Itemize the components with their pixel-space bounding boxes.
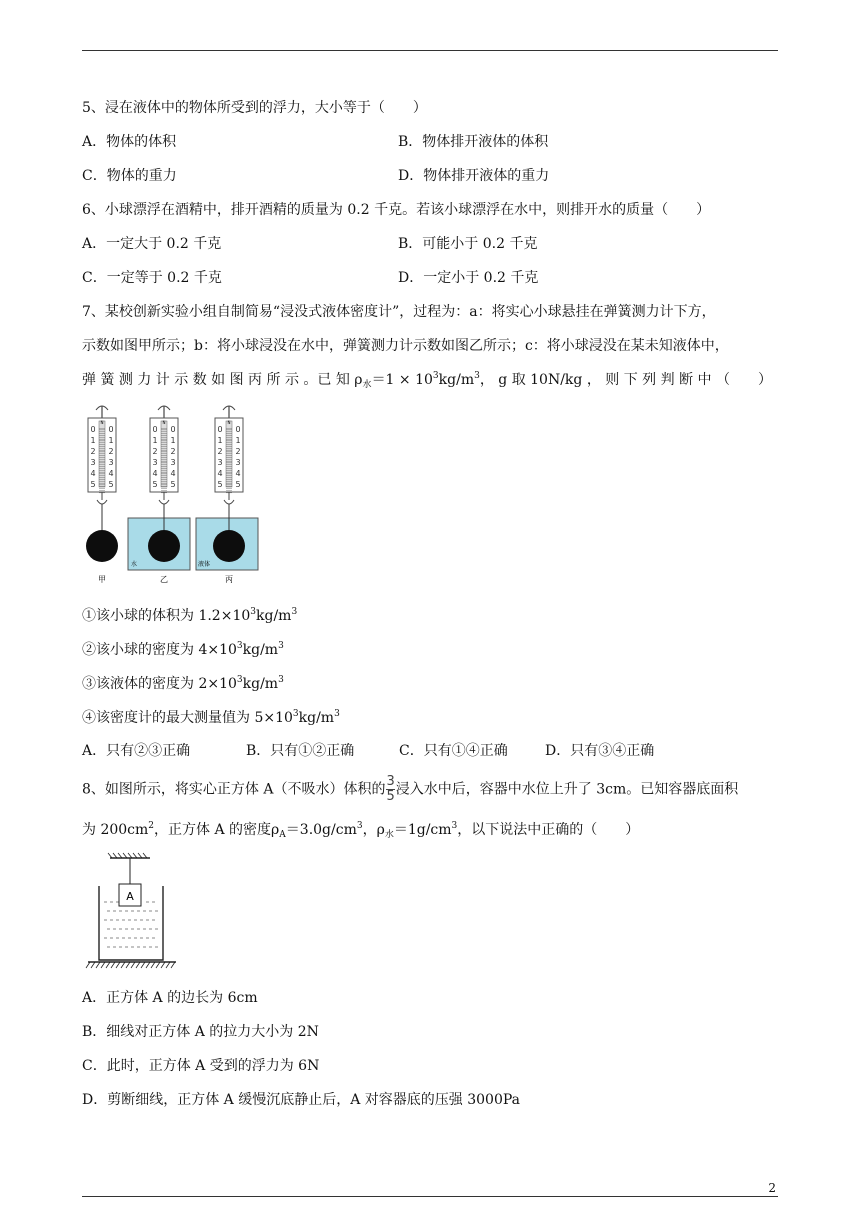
scale-tick-label: 3 <box>217 458 223 467</box>
q8-option-b: B．细线对正方体 A 的拉力大小为 2N <box>82 1024 319 1040</box>
scale-tick-label: 1 <box>170 436 176 445</box>
ball-jia <box>86 530 118 562</box>
fraction-three-fifths: $\frac{3}{5}$ <box>386 774 395 804</box>
scale-tick-label: 4 <box>108 469 114 478</box>
scale-tick-label: 4 <box>170 469 176 478</box>
ball-yi <box>148 530 180 562</box>
scale-tick-label: 3 <box>152 458 158 467</box>
q7-option-c: C．只有①④正确 <box>399 743 508 759</box>
q6-option-d: D．一定小于 0.2 千克 <box>398 270 539 286</box>
scale-tick-label: 1 <box>152 436 158 445</box>
q8-stem-line1: 8、如图所示，将实心正方体 A（不吸水）体积的 $\frac{3}{5}$ 浸入水中后，容器中水位上升了 3cm。已知容器底面积 <box>82 774 739 804</box>
scale-tick-label: 3 <box>108 458 114 467</box>
scale-tick-label: 2 <box>90 447 96 456</box>
scale-tick-label: 0 <box>152 425 158 434</box>
ball-bing <box>213 530 245 562</box>
scale-tick-label: 3 <box>90 458 96 467</box>
q7-statement-3: ③该液体的密度为 $2\times 10^3kg/m^3$ <box>82 675 284 692</box>
scale-tick-label: 2 <box>108 447 114 456</box>
spring-scale-yi <box>128 406 190 584</box>
svg-text:甲: 甲 <box>98 575 106 584</box>
page-number: 2 <box>768 1181 776 1195</box>
scale-tick-label: 0 <box>108 425 114 434</box>
svg-text:A: A <box>126 890 134 903</box>
q5-option-c: C．物体的重力 <box>82 168 177 184</box>
q7-figure <box>82 404 272 588</box>
scale-tick-label: 3 <box>235 458 241 467</box>
q7-statement-2: ②该小球的密度为 $4\times 10^3kg/m^3$ <box>82 641 284 658</box>
svg-text:乙: 乙 <box>160 575 168 584</box>
scale-tick-label: 5 <box>152 480 158 489</box>
scale-tick-label: 2 <box>152 447 158 456</box>
q7-option-b: B．只有①②正确 <box>246 743 355 759</box>
q5-option-b: B．物体排开液体的体积 <box>398 134 549 150</box>
scale-tick-label: 1 <box>90 436 96 445</box>
scale-tick-label: 5 <box>235 480 241 489</box>
q7-option-d: D．只有③④正确 <box>545 743 655 759</box>
q7-option-a: A．只有②③正确 <box>82 743 191 759</box>
header-rule <box>82 50 778 51</box>
scale-tick-label: 4 <box>152 469 158 478</box>
scale-tick-label: 4 <box>90 469 96 478</box>
ceiling-support <box>108 853 150 858</box>
q7-statement-4: ④该密度计的最大测量值为 $5\times 10^3kg/m^3$ <box>82 709 340 726</box>
scale-tick-label: 2 <box>235 447 241 456</box>
scale-tick-label: 5 <box>170 480 176 489</box>
scale-tick-label: 0 <box>170 425 176 434</box>
scale-tick-label: 2 <box>170 447 176 456</box>
scale-tick-label: 3 <box>170 458 176 467</box>
q5-option-d: D．物体排开液体的重力 <box>398 168 550 184</box>
scale-unit-label: N <box>227 420 231 425</box>
q7-stem-line1: 7、某校创新实验小组自制简易“浸没式液体密度计”，过程为：a：将实心小球悬挂在弹簧测力计下方， <box>82 304 716 320</box>
q5-option-a: A．物体的体积 <box>82 134 177 150</box>
scale-tick-label: 0 <box>235 425 241 434</box>
q6-stem: 6、小球漂浮在酒精中，排开酒精的质量为 0.2 千克。若该小球漂浮在水中，则排开水的质量（ ） <box>82 202 711 218</box>
q7-stem-line2: 示数如图甲所示；b：将小球浸没在水中，弹簧测力计示数如图乙所示；c：将小球浸没在某未知液体中， <box>82 338 729 354</box>
scale-tick-label: 4 <box>235 469 241 478</box>
svg-text:液体: 液体 <box>198 561 211 568</box>
ground <box>86 962 176 968</box>
scale-tick-label: 1 <box>235 436 241 445</box>
scale-tick-label: 0 <box>90 425 96 434</box>
scale-tick-label: 0 <box>217 425 223 434</box>
q6-option-c: C．一定等于 0.2 千克 <box>82 270 222 286</box>
svg-text:丙: 丙 <box>225 575 233 584</box>
scale-tick-label: 2 <box>217 447 223 456</box>
scale-tick-label: 5 <box>108 480 114 489</box>
scale-unit-label: N <box>162 420 166 425</box>
scale-tick-label: 1 <box>217 436 223 445</box>
scale-tick-label: 1 <box>108 436 114 445</box>
q5-stem: 5、浸在液体中的物体所受到的浮力，大小等于（ ） <box>82 100 427 116</box>
spring-scale-bing <box>196 406 258 584</box>
q8-option-a: A．正方体 A 的边长为 6cm <box>82 990 258 1006</box>
footer-rule <box>82 1196 778 1197</box>
q6-option-b: B．可能小于 0.2 千克 <box>398 236 538 252</box>
q8-option-c: C．此时，正方体 A 受到的浮力为 6N <box>82 1058 320 1074</box>
scale-unit-label: N <box>100 420 104 425</box>
svg-text:水: 水 <box>131 561 138 568</box>
q7-statement-1: ①该小球的体积为 $1.2\times 10^3kg/m^3$ <box>82 607 298 624</box>
q8-figure <box>84 852 180 972</box>
scale-tick-label: 5 <box>217 480 223 489</box>
scale-tick-label: 5 <box>90 480 96 489</box>
q8-option-d: D．剪断细线，正方体 A 缓慢沉底静止后，A 对容器底的压强 3000Pa <box>82 1092 521 1108</box>
q6-option-a: A．一定大于 0.2 千克 <box>82 236 222 252</box>
q8-stem-line2: 为 $200cm^2$，正方体 A 的密度$\rho_A=3.0g/cm^3$，$\rho_水=1g/cm^3$，以下说法中正确的（ ） <box>82 821 640 840</box>
scale-tick-label: 4 <box>217 469 223 478</box>
q7-stem-line3: 弹 簧 测 力 计 示 数 如 图 丙 所 示 。已 知 $\rho_水=1 \times 10^3kg/m^3$， g 取 10N/kg ， 则 下 列 判 断 中 （ ） <box>82 371 772 390</box>
